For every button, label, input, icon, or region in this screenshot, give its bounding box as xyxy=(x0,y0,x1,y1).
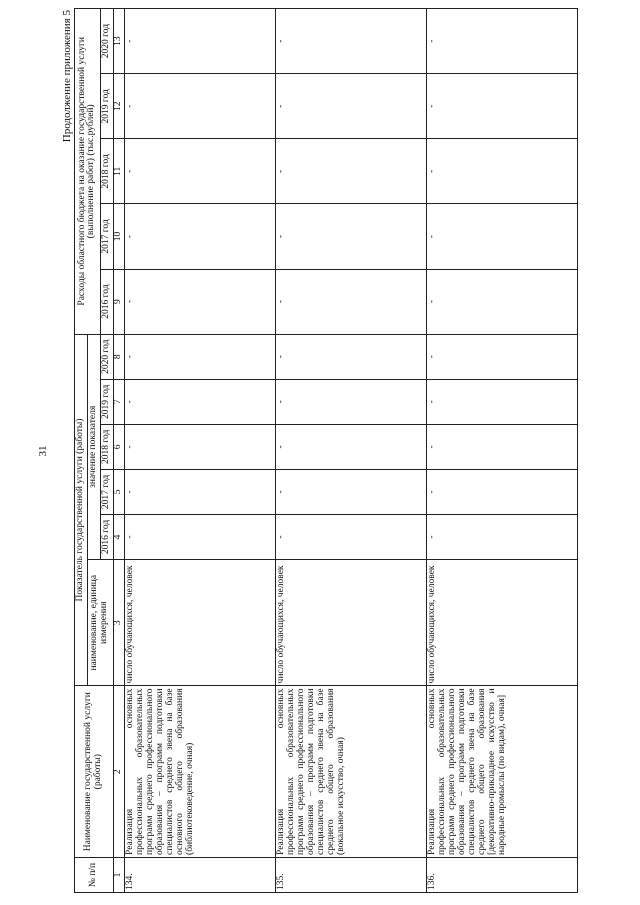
rotated-page xyxy=(60,8,580,893)
row-number: 136. xyxy=(426,857,577,892)
column-number: 7 xyxy=(113,379,124,424)
column-number: 8 xyxy=(113,334,124,379)
budget-cell: - xyxy=(275,9,426,74)
value-cell: - xyxy=(275,514,426,559)
header-no: № п/п xyxy=(75,857,114,892)
header-year: 2019 год xyxy=(100,379,113,424)
header-year: 2017 год xyxy=(100,204,113,269)
header-year: 2018 год xyxy=(100,139,113,204)
header-service-name: Наименование государственной услуги (работы) xyxy=(75,686,114,858)
budget-cell: - xyxy=(426,9,577,74)
header-budget-group: Расходы областного бюджета на оказание государственной услуги (выполнение работ) (тыс.рублей) xyxy=(75,9,101,335)
header-year: 2019 год xyxy=(100,74,113,139)
service-name: Реализация основных профессиональных образовательных программ среднего профессионального образования – программ подготовки специалистов среднего звена на базе основного общего образования (библиотековедение, очная) xyxy=(124,686,275,858)
page-number: 31 xyxy=(37,445,49,457)
header-year: 2016 год xyxy=(100,269,113,334)
header-year: 2016 год xyxy=(100,514,113,559)
budget-cell: - xyxy=(124,74,275,139)
column-number-row xyxy=(113,9,124,893)
budget-cell: - xyxy=(275,269,426,334)
budget-cell: - xyxy=(275,139,426,204)
header-indicator-unit: наименование, единица измерения xyxy=(87,560,113,686)
value-cell: - xyxy=(426,514,577,559)
header-year: 2020 год xyxy=(100,334,113,379)
budget-cell: - xyxy=(124,139,275,204)
value-cell: - xyxy=(124,379,275,424)
value-cell: - xyxy=(124,469,275,514)
budget-cell: - xyxy=(275,204,426,269)
table-row xyxy=(275,9,426,893)
column-number: 2 xyxy=(113,686,124,858)
column-number: 1 xyxy=(113,857,124,892)
row-number: 134. xyxy=(124,857,275,892)
value-cell: - xyxy=(426,469,577,514)
budget-cell: - xyxy=(124,204,275,269)
indicator-unit: число обучающихся, человек xyxy=(426,560,577,686)
budget-cell: - xyxy=(426,269,577,334)
column-number: 6 xyxy=(113,424,124,469)
table-row xyxy=(124,9,275,893)
header-indicator-group: Показатель государственной услуги (работы) xyxy=(75,334,88,686)
value-cell: - xyxy=(124,334,275,379)
header-year: 2017 год xyxy=(100,469,113,514)
service-name: Реализация основных профессиональных образовательных программ среднего профессионального образования – программ подготовки специалистов среднего звена на базе среднего общего образования (вокальное искусство, очная) xyxy=(275,686,426,858)
indicator-unit: число обучающихся, человек xyxy=(275,560,426,686)
header-row-1 xyxy=(75,9,88,893)
budget-cell: - xyxy=(275,74,426,139)
header-year: 2020 год xyxy=(100,9,113,74)
value-cell: - xyxy=(426,424,577,469)
value-cell: - xyxy=(124,514,275,559)
indicator-unit: число обучающихся, человек xyxy=(124,560,275,686)
column-number: 12 xyxy=(113,74,124,139)
column-number: 13 xyxy=(113,9,124,74)
column-number: 11 xyxy=(113,139,124,204)
column-number: 5 xyxy=(113,469,124,514)
header-indicator-value: значение показателя xyxy=(87,334,100,559)
services-table xyxy=(74,8,578,893)
value-cell: - xyxy=(275,379,426,424)
service-name: Реализация основных профессиональных образовательных программ среднего профессионального образования – программ подготовки специалистов среднего звена на базе среднего общего образования [декоративно-прикладное искусство и народные промыслы (по видам), очная] xyxy=(426,686,577,858)
row-number: 135. xyxy=(275,857,426,892)
value-cell: - xyxy=(275,469,426,514)
value-cell: - xyxy=(275,424,426,469)
table-row xyxy=(426,9,577,893)
budget-cell: - xyxy=(124,269,275,334)
budget-cell: - xyxy=(426,204,577,269)
value-cell: - xyxy=(275,334,426,379)
value-cell: - xyxy=(124,424,275,469)
budget-cell: - xyxy=(426,139,577,204)
column-number: 3 xyxy=(113,560,124,686)
value-cell: - xyxy=(426,334,577,379)
column-number: 9 xyxy=(113,269,124,334)
column-number: 10 xyxy=(113,204,124,269)
column-number: 4 xyxy=(113,514,124,559)
value-cell: - xyxy=(426,379,577,424)
budget-cell: - xyxy=(124,9,275,74)
header-year: 2018 год xyxy=(100,424,113,469)
appendix-caption: Продолжение приложения 5 xyxy=(61,10,73,143)
budget-cell: - xyxy=(426,74,577,139)
